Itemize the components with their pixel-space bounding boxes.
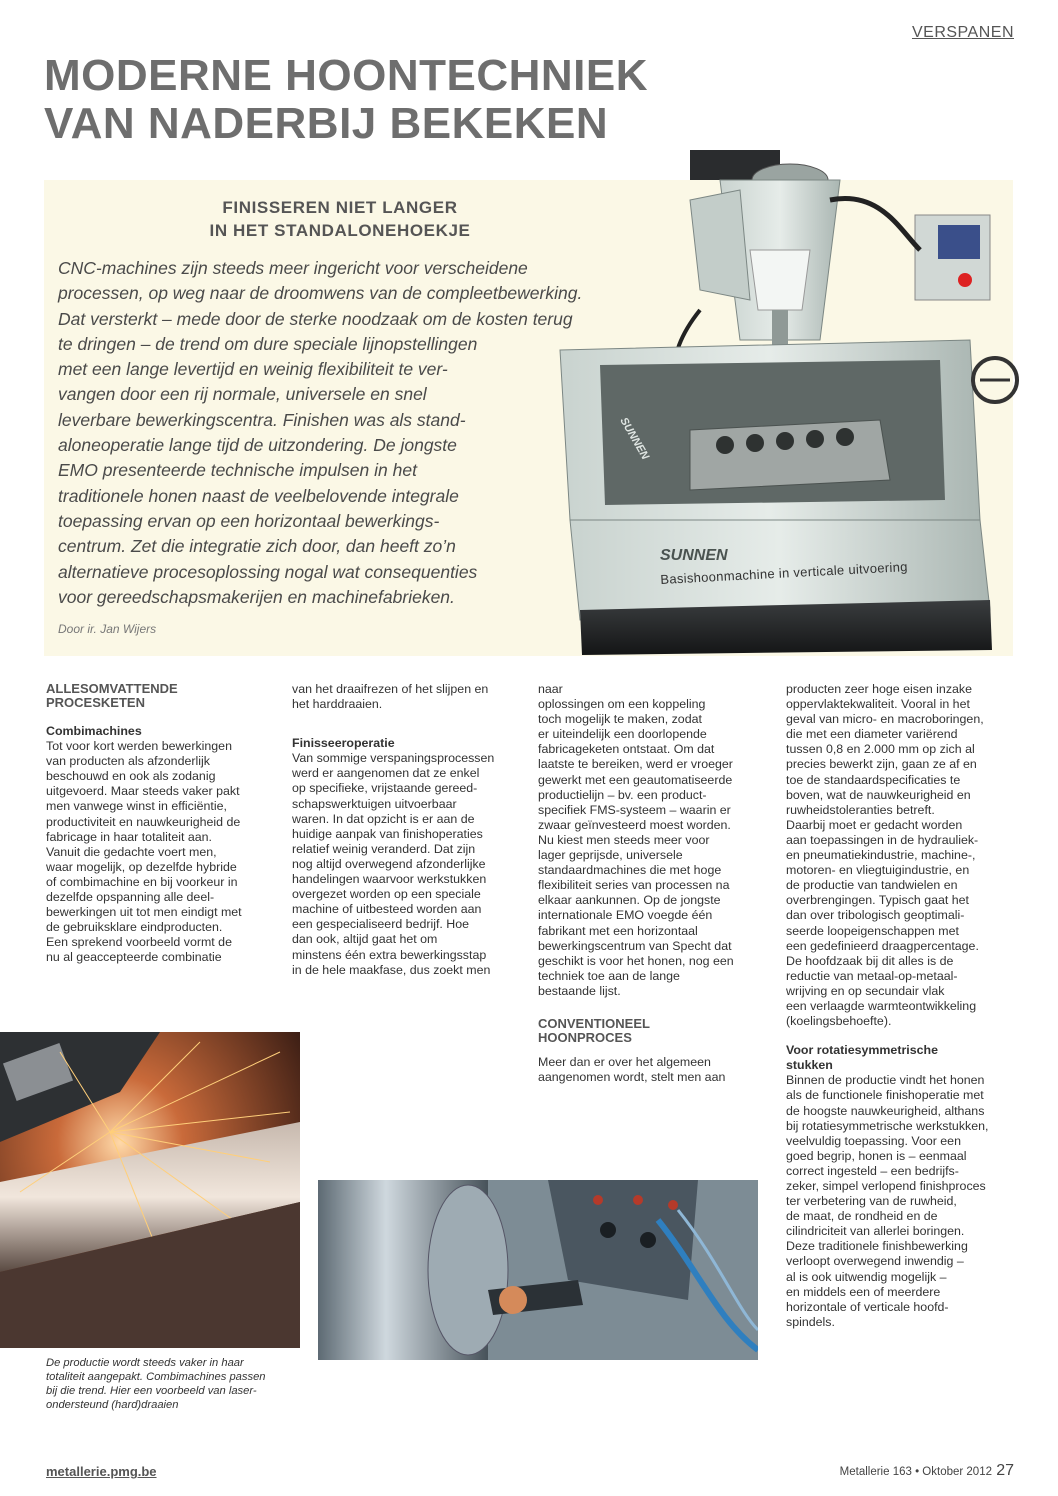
machine-caption: Basishoonmachine in verticale uitvoering xyxy=(660,559,909,587)
subheading: Voor rotatiesymmetrische stukken xyxy=(786,1043,938,1073)
text-line: van producten als afzonderlijk xyxy=(46,754,210,769)
text-line: aangenomen wordt, stelt men aan xyxy=(538,1070,726,1085)
title-line: MODERNE HOONTECHNIEK xyxy=(44,51,649,100)
article-title xyxy=(44,52,744,148)
text-line: seerde loopeigenschappen met xyxy=(786,923,959,938)
machine-brand: SUNNEN xyxy=(660,547,728,564)
text-line: (koelingsbehoefte). xyxy=(786,1014,892,1029)
text-line: bestaande lijst. xyxy=(538,983,621,998)
text-line: Nu kiest men steeds meer voor xyxy=(538,832,710,847)
text-line: Tot voor kort werden bewerkingen xyxy=(46,739,232,754)
text-line: een gedefinieerd draagpercentage. xyxy=(786,938,979,953)
text-line: uitgevoerd. Maar steeds vaker pakt xyxy=(46,784,240,799)
text-line: oppervlaktekwaliteit. Vooral in het xyxy=(786,697,970,712)
text-line: er uiteindelijk een doorlopende xyxy=(538,727,707,742)
text-line: fabricageketen ontstaat. Om dat xyxy=(538,742,715,757)
text-line: tussen 0,8 en 2.000 mm op zich al xyxy=(786,742,975,757)
caption-line: ondersteund (hard)draaien xyxy=(46,1399,179,1411)
text-line: aan toepassingen in de hydrauliek- xyxy=(786,832,979,847)
text-line: en pneumatiekindustrie, machine-, xyxy=(786,848,976,863)
text-line: gewerkt met een geautomatiseerde xyxy=(538,772,733,787)
text-line: ter verbetering van de ruwheid, xyxy=(786,1194,957,1209)
byline: Door ir. Jan Wijers xyxy=(58,622,157,636)
page-number: 27 xyxy=(996,1462,1014,1479)
caption-line: De productie wordt steeds vaker in haar xyxy=(46,1357,244,1369)
lead-paragraph xyxy=(58,256,582,610)
text-line: naar xyxy=(538,682,563,696)
text-line: die met een diameter variërend xyxy=(786,727,958,742)
text-line: cilindriciteit van allerlei boringen. xyxy=(786,1224,965,1239)
text-line: veelvuldig toepassing. Voor een xyxy=(786,1133,961,1148)
text-line: het harddraaien. xyxy=(292,697,383,712)
text-line: goed begrip, honen is – eenmaal xyxy=(786,1148,967,1163)
text-line: nog altijd overwegend afzonderlijke xyxy=(292,856,486,871)
text-line: minstens één extra bewerkingsstap xyxy=(292,947,487,962)
text-line: op specifieke, vrijstaande gereed- xyxy=(292,781,478,796)
lead-line: voor gereedschapsmakerijen en machinefabrieken. xyxy=(58,586,455,607)
text-line: techniek toe aan de lange xyxy=(538,968,680,983)
text-line: Deze traditionele finishbewerking xyxy=(786,1239,968,1254)
lead-line: CNC-machines zijn steeds meer ingericht voor verscheidene xyxy=(58,258,528,278)
lead-line: alternatieve procesoplossing nogal wat consequenties xyxy=(58,561,478,582)
text-line: Daarbij moet er gedacht worden xyxy=(786,817,963,832)
text-line: flexibiliteit series van processen na xyxy=(538,878,730,893)
text-line: fabrikant met een horizontaal xyxy=(538,923,698,938)
cnc-honing-photo xyxy=(318,1180,758,1360)
text-line: boven, wat de nauwkeurigheid en xyxy=(786,787,971,802)
text-line: Meer dan er over het algemeen xyxy=(538,1054,711,1069)
text-line: De hoofdzaak bij dit alles is de xyxy=(786,953,954,968)
text-line: motoren- en vliegtuigindustrie, en xyxy=(786,863,970,878)
lead-line: aloneoperatie lange tijd de uitzondering. De jongste xyxy=(58,435,457,456)
machine-brand-side: SUNNEN xyxy=(617,415,652,462)
text-line: verloopt overwegend inwendig – xyxy=(786,1254,964,1269)
text-line: de maat, de rondheid en de xyxy=(786,1209,938,1224)
text-line: toe de standaardspecificaties te xyxy=(786,772,961,787)
text-line: geval van micro- en macroboringen, xyxy=(786,712,984,727)
photo-caption xyxy=(46,1356,286,1412)
text-line: werd er aangenomen dat ze enkel xyxy=(292,766,480,781)
text-line: Van sommige verspaningsprocessen xyxy=(292,751,495,766)
text-line: dan over tribologisch geoptimali- xyxy=(786,908,965,923)
text-line: correct ingesteld – een bedrijfs- xyxy=(786,1163,959,1178)
text-line: beschouwd en ook als zodanig xyxy=(46,769,216,784)
text-line: machine of uitbesteed worden aan xyxy=(292,902,482,917)
lead-line: EMO presenteerde technische impulsen in het xyxy=(58,460,417,481)
article-subtitle xyxy=(150,196,530,242)
lead-line: leverbare bewerkingscentra. Finishen was als stand- xyxy=(58,409,466,430)
lead-line: toepassing ervan op een horizontaal bewerkings- xyxy=(58,510,440,531)
subheading: Combimachines xyxy=(46,724,142,738)
column-4 xyxy=(786,682,1012,1330)
text-line: lager geprijsde, universele xyxy=(538,848,683,863)
text-line: als de functionele finishoperatie met xyxy=(786,1088,984,1103)
text-line: dan ook, altijd gaat het om xyxy=(292,932,438,947)
text-line: bewerkingscentrum van Specht dat xyxy=(538,938,732,953)
column-3 xyxy=(538,682,766,1085)
text-line: zwaar geïnvesteerd moest worden. xyxy=(538,817,731,832)
text-line: huidige aanpak van finishoperaties xyxy=(292,826,483,841)
text-line: reductie van metaal-op-metaal- xyxy=(786,968,958,983)
caption-line: bij die trend. Hier een voorbeeld van laser- xyxy=(46,1385,257,1397)
column-1 xyxy=(46,682,274,966)
section-heading: ALLESOMVATTENDE PROCESKETEN xyxy=(46,681,178,710)
text-line: productiviteit en nauwkeurigheid de xyxy=(46,814,241,829)
text-line: een verlaagde warmteontwikkeling xyxy=(786,998,977,1013)
subtitle-line: IN HET STANDALONEHOEKJE xyxy=(209,221,471,240)
text-line: Een sprekend voorbeeld vormt de xyxy=(46,935,232,950)
text-line: wrijving en op secundair vlak xyxy=(786,983,945,998)
text-line: de gebruiksklare eindproducten. xyxy=(46,920,223,935)
text-line: of combimachine en bij voorkeur in xyxy=(46,874,238,889)
text-line: bij rotatiesymmetrische werkstukken, xyxy=(786,1118,989,1133)
text-line: handelingen waarvoor werkstukken xyxy=(292,872,487,887)
lead-line: met een lange levertijd en weinig flexibiliteit te ver- xyxy=(58,359,448,380)
text-line: schapswerktuigen uitvoerbaar xyxy=(292,796,457,811)
title-line: VAN NADERBIJ BEKEKEN xyxy=(44,99,609,148)
text-line: de productie van tandwielen en xyxy=(786,878,958,893)
text-line: de hoogste nauwkeurigheid, althans xyxy=(786,1103,985,1118)
text-line: zeker, simpel verlopend finishproces xyxy=(786,1179,986,1193)
text-line: dezelfde opspanning alle deel- xyxy=(46,890,215,905)
footer-website-link[interactable]: metallerie.pmg.be xyxy=(46,1464,157,1479)
text-line: internationale EMO voegde één xyxy=(538,908,713,923)
text-line: bewerkingen uit tot men eindigt met xyxy=(46,905,242,920)
text-line: men vanwege winst in efficiëntie, xyxy=(46,799,227,814)
text-line: specifiek FMS-systeem – waarin er xyxy=(538,802,731,817)
text-line: van het draaifrezen of het slijpen en xyxy=(292,682,489,696)
lead-line: centrum. Zet die integratie zich door, dan heeft zo’n xyxy=(58,536,456,557)
text-line: in de hele maakfase, dus zoekt men xyxy=(292,962,491,977)
text-line: laatste te bereiken, werd er vroeger xyxy=(538,757,733,772)
subheading: Finisseeroperatie xyxy=(292,736,395,751)
text-line: precies bewerkt zijn, gaan ze af en xyxy=(786,757,977,772)
section-heading: CONVENTIONEEL HOONPROCES xyxy=(538,1015,650,1045)
text-line: relatief weinig veranderd. Dat zijn xyxy=(292,841,476,856)
column-2 xyxy=(292,682,520,978)
text-line: waar mogelijk, op dezelfde hybride xyxy=(46,859,237,874)
text-line: Binnen de productie vindt het honen xyxy=(786,1073,985,1088)
text-line: elkaar aankunnen. Op de jongste xyxy=(538,893,721,908)
footer-issue: Metallerie 163 • Oktober 2012 xyxy=(839,1466,992,1478)
text-line: producten zeer hoge eisen inzake xyxy=(786,682,972,696)
text-line: overgezet worden op een speciale xyxy=(292,887,481,902)
text-line: spindels. xyxy=(786,1314,835,1329)
text-line: nu al geaccepteerde combinatie xyxy=(46,950,222,965)
text-line: horizontale of verticale hoofd- xyxy=(786,1299,949,1314)
text-line: fabricage in haar totaliteit aan. xyxy=(46,829,213,844)
lead-line: vangen door een rij normale, universele en snel xyxy=(58,384,427,405)
text-line: toch mogelijk te maken, zodat xyxy=(538,712,702,727)
lead-line: traditionele honen naast de veelbelovende integrale xyxy=(58,485,459,506)
text-line: een gespecialiseerd bedrijf. Hoe xyxy=(292,917,470,932)
sparks-turning-photo xyxy=(0,1032,300,1348)
honing-machine-image xyxy=(540,140,1020,660)
text-line: Vanuit die gedachte voert men, xyxy=(46,844,217,859)
text-line: waren. In dat opzicht is er aan de xyxy=(292,811,475,826)
section-label: VERSPANEN xyxy=(911,24,1014,41)
text-line: standaardmachines die met hoge xyxy=(538,863,722,878)
lead-line: te dringen – de trend om dure speciale lijnopstellingen xyxy=(58,333,478,354)
text-line: overbrengingen. Typisch gaat het xyxy=(786,893,970,908)
text-line: al is ook uitwendig mogelijk – xyxy=(786,1269,947,1284)
lead-line: processen, op weg naar de droomwens van de compleetbewerking. xyxy=(58,283,583,304)
subtitle-line: FINISSEREN NIET LANGER xyxy=(222,198,458,217)
lead-line: Dat versterkt – mede door de sterke noodzaak om de kosten terug xyxy=(58,308,573,329)
text-line: productielijn – bv. een product- xyxy=(538,787,707,802)
text-line: en middels een of meerdere xyxy=(786,1284,941,1299)
caption-line: totaliteit aangepakt. Combimachines passen xyxy=(46,1371,266,1383)
text-line: oplossingen om een koppeling xyxy=(538,697,706,712)
text-line: geschikt is voor het honen, nog een xyxy=(538,953,734,968)
text-line: ruwheidstoleranties betreft. xyxy=(786,802,935,817)
